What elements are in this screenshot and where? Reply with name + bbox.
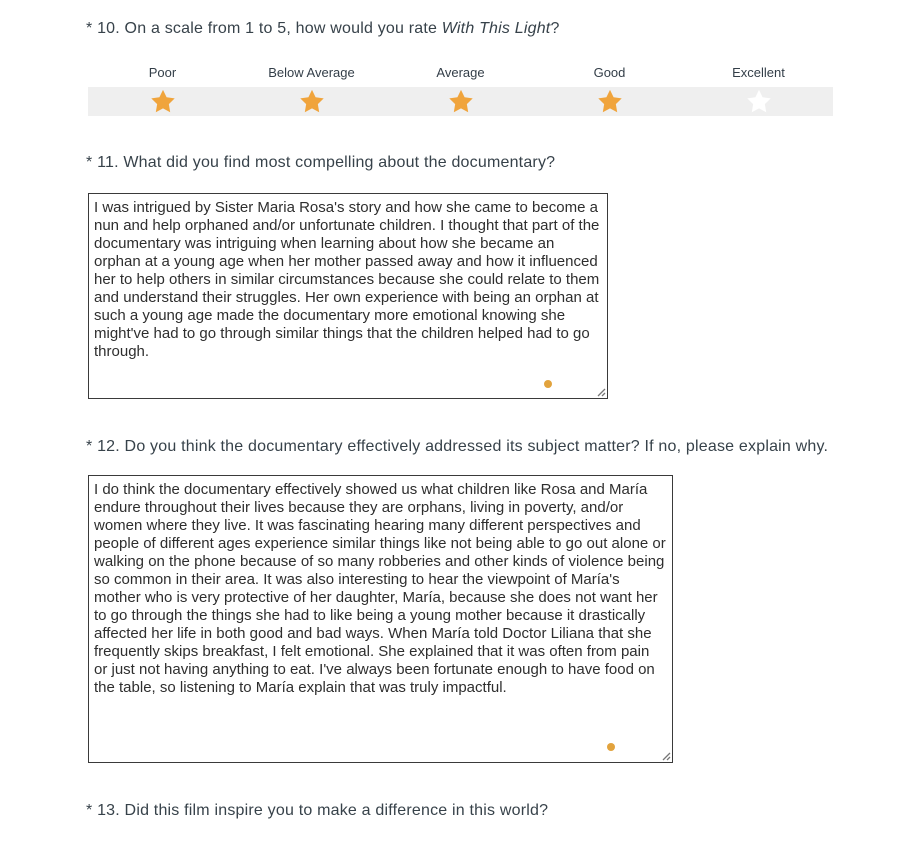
resize-handle-icon[interactable] bbox=[660, 750, 671, 761]
star-rating-excellent[interactable] bbox=[684, 87, 833, 116]
rating-labels-row bbox=[88, 65, 833, 80]
rating-label-excellent: Excellent bbox=[732, 65, 785, 80]
q11-answer-textarea[interactable] bbox=[88, 193, 608, 399]
resize-handle-icon[interactable] bbox=[595, 386, 606, 397]
star-icon bbox=[149, 88, 177, 115]
star-icon bbox=[298, 88, 326, 115]
rating-star-bar bbox=[88, 87, 833, 116]
rating-label-poor: Poor bbox=[148, 65, 177, 80]
question-10-title-text: * 10. On a scale from 1 to 5, how would you rate bbox=[86, 20, 442, 37]
q12-answer-textarea[interactable] bbox=[88, 475, 673, 763]
question-10-title bbox=[86, 0, 832, 39]
question-12-title: * 12. Do you think the documentary effectively addressed its subject matter? If no, please explain why. bbox=[86, 438, 829, 455]
star-rating-below-average[interactable] bbox=[237, 87, 386, 116]
rating-label-below-average: Below Average bbox=[268, 65, 355, 80]
question-13-title: * 13. Did this film inspire you to make a difference in this world? bbox=[86, 802, 549, 819]
rating-scale bbox=[88, 65, 833, 116]
rating-label-good: Good bbox=[593, 65, 626, 80]
rating-label-average: Average bbox=[436, 65, 485, 80]
question-11-answer bbox=[88, 193, 608, 399]
star-rating-average[interactable] bbox=[386, 87, 535, 116]
star-icon bbox=[447, 88, 475, 115]
question-11-title: * 11. What did you find most compelling about the documentary? bbox=[86, 154, 556, 171]
question-10-movie-title: With This Light bbox=[441, 20, 551, 37]
question-12-answer bbox=[88, 475, 673, 763]
question-10-title-suffix: ? bbox=[550, 20, 560, 37]
star-icon bbox=[745, 88, 773, 115]
star-rating-poor[interactable] bbox=[88, 87, 237, 116]
star-rating-good[interactable] bbox=[535, 87, 684, 116]
star-icon bbox=[596, 88, 624, 115]
